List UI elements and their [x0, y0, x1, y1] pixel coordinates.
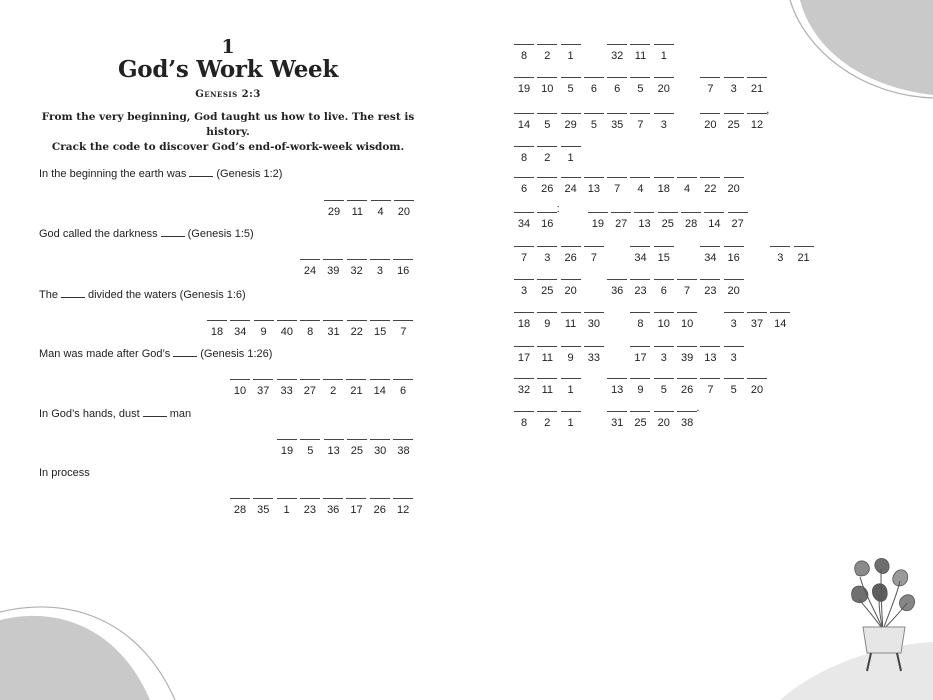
code-slot[interactable]: 19	[277, 439, 297, 457]
code-slot[interactable]: 7	[630, 113, 650, 131]
code-slot[interactable]: 7	[700, 77, 720, 95]
code-slot[interactable]: 32	[607, 44, 627, 62]
code-slot[interactable]: 9	[561, 346, 581, 364]
code-slot[interactable]: 19	[588, 212, 608, 230]
code-slot[interactable]: 1	[561, 411, 581, 429]
code-slot[interactable]: 12	[747, 113, 767, 131]
code-slot[interactable]: 40	[277, 320, 297, 338]
code-slot[interactable]: 26	[561, 246, 581, 264]
answer-blank[interactable]	[173, 347, 197, 357]
code-slot[interactable]: 2	[323, 379, 343, 397]
scripture-reference: Genesis 2:3	[195, 89, 261, 100]
code-slot[interactable]: 14	[704, 212, 724, 230]
code-slot[interactable]: 25	[347, 439, 367, 457]
code-slot[interactable]: 5	[300, 439, 320, 457]
code-slot[interactable]: 4	[677, 177, 697, 195]
code-slot[interactable]: 11	[630, 44, 650, 62]
code-slot[interactable]: 4	[630, 177, 650, 195]
code-slot[interactable]: 21	[794, 246, 814, 264]
clue-4	[39, 347, 272, 360]
code-slot[interactable]: 25	[724, 113, 744, 131]
message-row	[514, 77, 770, 95]
code-slot[interactable]: 5	[630, 77, 650, 95]
clue-text-after: (Genesis 1:2)	[216, 168, 283, 180]
code-slot[interactable]: 1	[561, 44, 581, 62]
clue-text-before: In process	[39, 467, 90, 479]
punctuation-mark: ,	[766, 104, 770, 116]
code-slot[interactable]: 30	[584, 312, 604, 330]
code-slot[interactable]: 29	[561, 113, 581, 131]
code-slot[interactable]: 5	[724, 378, 744, 396]
potted-plant-illustration	[845, 555, 925, 675]
code-slot[interactable]: 28	[230, 498, 250, 516]
code-slot[interactable]: 39	[323, 259, 343, 277]
code-slot[interactable]: 21	[747, 77, 767, 95]
code-slot[interactable]: 1	[561, 378, 581, 396]
code-slot[interactable]: 14	[370, 379, 390, 397]
code-slot[interactable]: 16	[724, 246, 744, 264]
code-slot[interactable]: 20	[747, 378, 767, 396]
clue-text-before: In God’s hands, dust	[39, 408, 140, 420]
punctuation-mark: :	[556, 203, 560, 215]
code-slot[interactable]: 18	[514, 312, 534, 330]
code-slot[interactable]: 26	[370, 498, 390, 516]
code-slot[interactable]: 9	[537, 312, 557, 330]
clue-2	[39, 227, 254, 240]
clue-text-after: divided the waters (Genesis 1:6)	[87, 289, 246, 301]
code-slot[interactable]: 13	[700, 346, 720, 364]
code-slot[interactable]: 6	[393, 379, 413, 397]
code-slot[interactable]: 18	[654, 177, 674, 195]
code-slot[interactable]: 7	[607, 177, 627, 195]
code-slot[interactable]: 8	[630, 312, 650, 330]
code-slot[interactable]: 15	[654, 246, 674, 264]
code-slot[interactable]: 37	[747, 312, 767, 330]
code-slot[interactable]: 7	[677, 279, 697, 297]
message-row	[514, 203, 751, 230]
message-row	[514, 279, 747, 297]
code-slot[interactable]: 25	[537, 279, 557, 297]
message-row	[514, 246, 817, 264]
answer-blank[interactable]	[143, 407, 167, 417]
code-slot[interactable]: 12	[393, 498, 413, 516]
code-slot[interactable]: 3	[724, 77, 744, 95]
code-slot[interactable]: 34	[630, 246, 650, 264]
message-row	[514, 44, 677, 62]
clue-text-before: Man was made after God’s	[39, 348, 171, 360]
code-slot[interactable]: 13	[607, 378, 627, 396]
code-slot[interactable]: 3	[370, 259, 390, 277]
code-slot[interactable]: 23	[630, 279, 650, 297]
code-slot[interactable]: 34	[700, 246, 720, 264]
answer-blank[interactable]	[189, 167, 213, 177]
code-slot[interactable]: 29	[324, 200, 344, 218]
code-slot[interactable]: 38	[677, 411, 697, 429]
code-slot[interactable]: 7	[700, 378, 720, 396]
code-slot[interactable]: 35	[607, 113, 627, 131]
code-slot[interactable]: 38	[393, 439, 413, 457]
clue-text-after: man	[169, 408, 192, 420]
code-slot[interactable]: 9	[254, 320, 274, 338]
puzzle-title: God’s Work Week	[117, 56, 339, 83]
intro-line-1: From the very beginning, God taught us how to live. The rest is history.	[41, 111, 415, 138]
code-slot[interactable]: 33	[277, 379, 297, 397]
code-slot[interactable]: 18	[207, 320, 227, 338]
code-slot[interactable]: 20	[700, 113, 720, 131]
code-slot[interactable]: 20	[724, 177, 744, 195]
code-slot[interactable]: 1	[654, 44, 674, 62]
message-row	[514, 177, 747, 195]
code-slot[interactable]: 27	[728, 212, 748, 230]
code-slot[interactable]: 13	[324, 439, 344, 457]
code-slot[interactable]: 20	[654, 411, 674, 429]
code-slot[interactable]: 21	[346, 379, 366, 397]
code-slot[interactable]: 26	[537, 177, 557, 195]
code-slot[interactable]: 8	[300, 320, 320, 338]
answer-blank[interactable]	[161, 227, 185, 237]
code-slot[interactable]: 24	[300, 259, 320, 277]
code-slot[interactable]: 1	[277, 498, 297, 516]
code-slot[interactable]: 5	[561, 77, 581, 95]
code-slot[interactable]: 11	[537, 346, 557, 364]
clue-2-code	[300, 259, 416, 277]
code-slot[interactable]: 3	[654, 346, 674, 364]
code-slot[interactable]: 6	[514, 177, 534, 195]
clue-text-before: God called the darkness	[39, 228, 158, 240]
clue-5-code	[277, 439, 417, 457]
code-slot[interactable]: 23	[300, 498, 320, 516]
code-slot[interactable]: 8	[514, 44, 534, 62]
code-slot[interactable]: 3	[724, 312, 744, 330]
clue-text-after: (Genesis 1:5)	[187, 228, 254, 240]
code-slot[interactable]: 22	[700, 177, 720, 195]
code-slot[interactable]: 2	[537, 44, 557, 62]
code-slot[interactable]: 7	[584, 246, 604, 264]
code-slot[interactable]: 14	[770, 312, 790, 330]
clue-text-before: In the beginning the earth was	[39, 168, 187, 180]
code-slot[interactable]: 27	[300, 379, 320, 397]
code-slot[interactable]: 6	[654, 279, 674, 297]
code-slot[interactable]: 19	[514, 77, 534, 95]
code-slot[interactable]: 31	[323, 320, 343, 338]
code-slot[interactable]: 27	[611, 212, 631, 230]
clue-text-after: (Genesis 1:26)	[200, 348, 273, 360]
punctuation-mark: .	[696, 402, 700, 414]
code-slot[interactable]: 35	[253, 498, 273, 516]
code-slot[interactable]: 5	[654, 378, 674, 396]
code-slot[interactable]: 20	[561, 279, 581, 297]
code-slot[interactable]: 5	[537, 113, 557, 131]
code-slot[interactable]: 39	[677, 346, 697, 364]
code-slot[interactable]: 7	[514, 246, 534, 264]
code-slot[interactable]: 25	[658, 212, 678, 230]
code-slot[interactable]: 8	[514, 146, 534, 164]
clue-4-code	[230, 379, 416, 397]
message-row	[514, 104, 774, 131]
code-slot[interactable]: 14	[514, 113, 534, 131]
code-slot[interactable]: 3	[724, 346, 744, 364]
clue-text-before: The	[39, 289, 58, 301]
code-slot[interactable]: 28	[681, 212, 701, 230]
message-row	[514, 146, 584, 164]
left-page	[0, 0, 466, 700]
code-slot[interactable]: 3	[514, 279, 534, 297]
code-slot[interactable]: 23	[700, 279, 720, 297]
code-slot[interactable]: 3	[537, 246, 557, 264]
code-slot[interactable]: 3	[770, 246, 790, 264]
code-slot[interactable]: 32	[514, 378, 534, 396]
clue-3	[39, 288, 246, 301]
code-slot[interactable]: 32	[347, 259, 367, 277]
code-slot[interactable]: 6	[607, 77, 627, 95]
code-slot[interactable]: 22	[347, 320, 367, 338]
clue-6	[39, 467, 90, 479]
code-slot[interactable]: 13	[584, 177, 604, 195]
code-slot[interactable]: 20	[724, 279, 744, 297]
code-slot[interactable]: 20	[654, 77, 674, 95]
code-slot[interactable]: 13	[634, 212, 654, 230]
message-row	[514, 402, 704, 429]
code-slot[interactable]: 11	[537, 378, 557, 396]
clue-3-code	[207, 320, 417, 338]
code-slot[interactable]: 3	[654, 113, 674, 131]
code-slot[interactable]: 17	[630, 346, 650, 364]
code-slot[interactable]: 26	[677, 378, 697, 396]
clue-1-code	[324, 200, 417, 218]
code-slot[interactable]: 9	[630, 378, 650, 396]
code-slot[interactable]: 10	[230, 379, 250, 397]
code-slot[interactable]: 34	[514, 212, 534, 230]
code-slot[interactable]: 16	[537, 212, 557, 230]
message-row	[514, 312, 794, 330]
code-slot[interactable]: 17	[514, 346, 534, 364]
code-slot[interactable]: 10	[677, 312, 697, 330]
code-slot[interactable]: 10	[537, 77, 557, 95]
code-slot[interactable]: 16	[393, 259, 413, 277]
code-slot[interactable]: 2	[537, 411, 557, 429]
code-slot[interactable]: 15	[370, 320, 390, 338]
code-slot[interactable]: 37	[253, 379, 273, 397]
code-slot[interactable]: 36	[607, 279, 627, 297]
clue-5	[39, 407, 191, 420]
code-slot[interactable]: 17	[346, 498, 366, 516]
code-slot[interactable]: 33	[584, 346, 604, 364]
answer-blank[interactable]	[61, 288, 85, 298]
clue-6-code	[230, 498, 416, 516]
code-slot[interactable]: 11	[561, 312, 581, 330]
code-slot[interactable]: 1	[561, 146, 581, 164]
intro-line-2: Crack the code to discover God’s end-of-work-week wisdom.	[51, 141, 405, 153]
puzzle-number: 1	[221, 36, 235, 58]
code-slot[interactable]: 31	[607, 411, 627, 429]
code-slot[interactable]: 2	[537, 146, 557, 164]
code-slot[interactable]: 6	[584, 77, 604, 95]
code-slot[interactable]: 10	[654, 312, 674, 330]
code-slot[interactable]: 36	[323, 498, 343, 516]
message-row	[514, 378, 770, 396]
code-slot[interactable]: 8	[514, 411, 534, 429]
intro-text	[38, 110, 418, 155]
message-row	[514, 346, 747, 364]
code-slot[interactable]: 20	[394, 200, 414, 218]
code-slot[interactable]: 34	[230, 320, 250, 338]
code-slot[interactable]: 4	[371, 200, 391, 218]
code-slot[interactable]: 7	[393, 320, 413, 338]
code-slot[interactable]: 25	[630, 411, 650, 429]
clue-1	[39, 167, 282, 180]
code-slot[interactable]: 30	[370, 439, 390, 457]
code-slot[interactable]: 24	[561, 177, 581, 195]
code-slot[interactable]: 5	[584, 113, 604, 131]
code-slot[interactable]: 11	[347, 200, 367, 218]
